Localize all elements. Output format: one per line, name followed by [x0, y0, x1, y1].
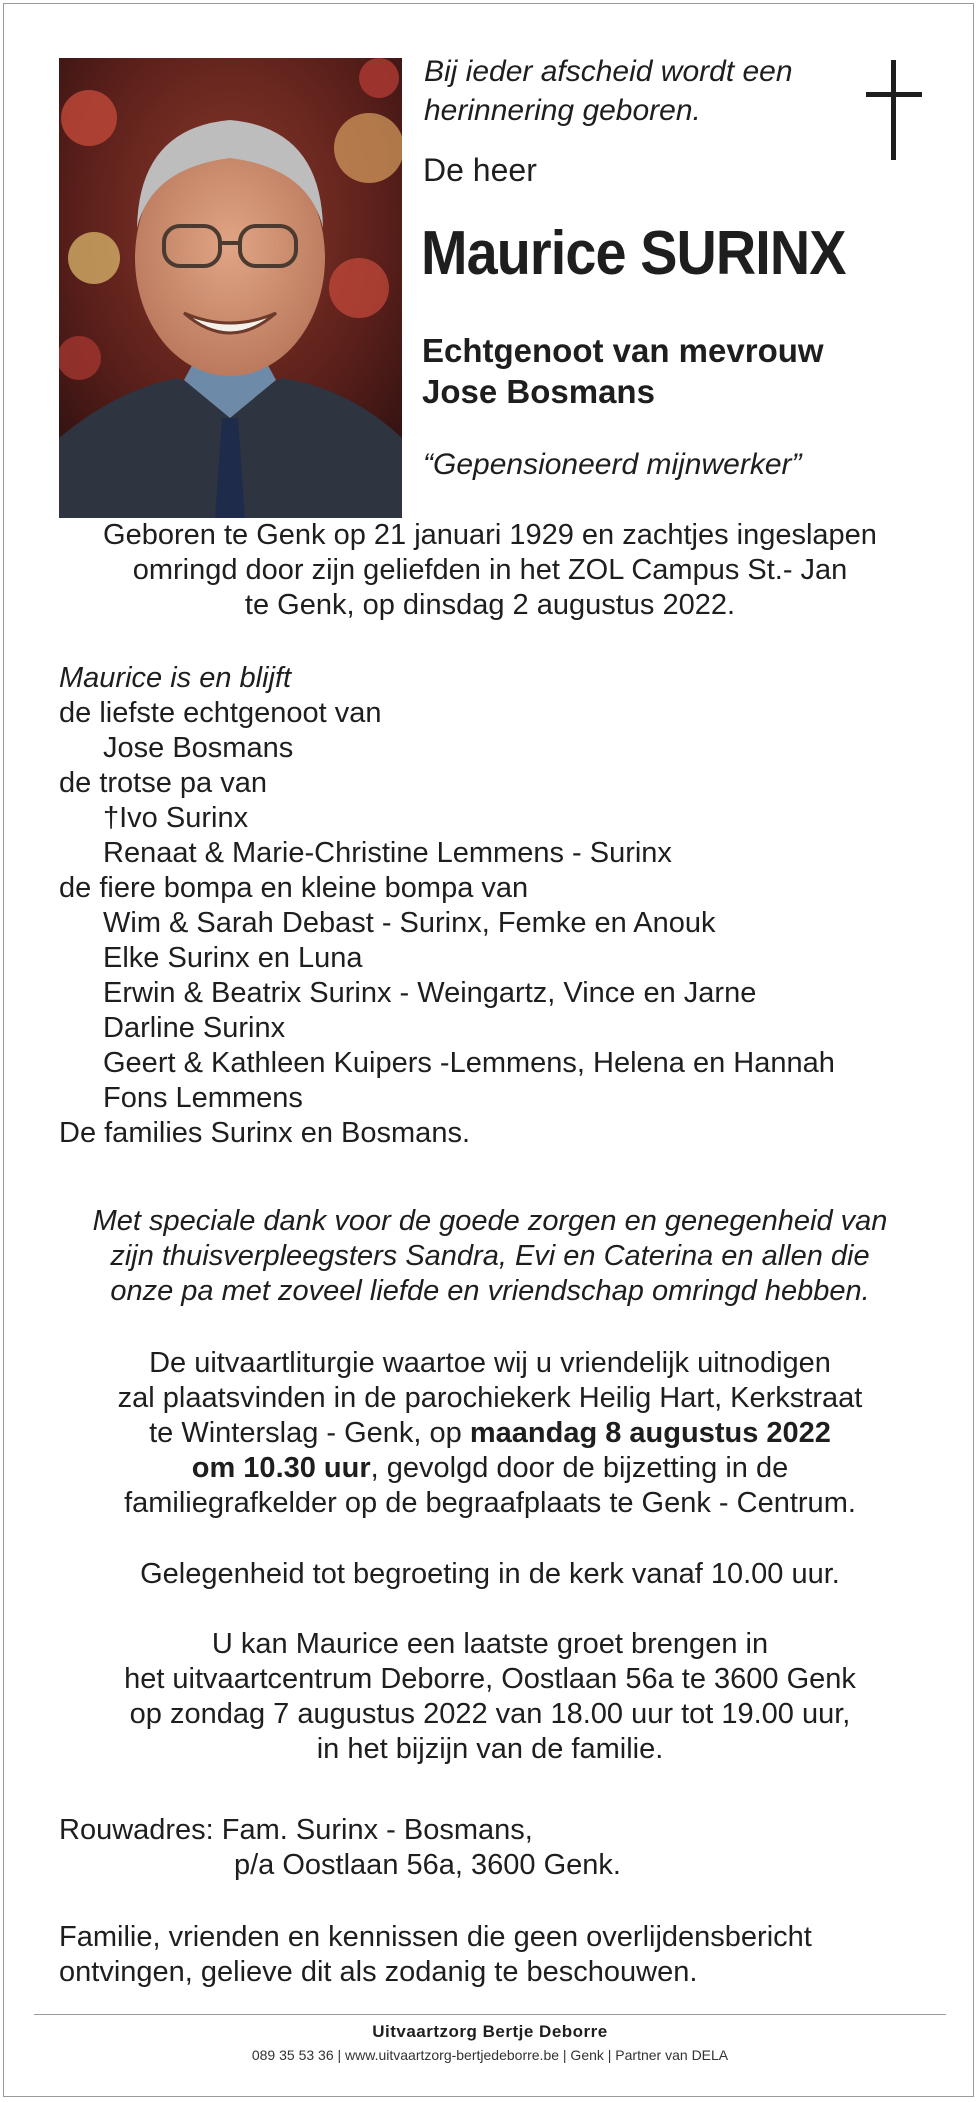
funeral-line: zal plaatsvinden in de parochiekerk Heilig Hart, Kerkstraat [117, 1382, 863, 1414]
family-intro: Maurice is en blijft [59, 662, 292, 694]
family-member-line: Darline Surinx [103, 1012, 286, 1044]
visit-line: het uitvaartcentrum Deborre, Oostlaan 56a te 3600 Genk [124, 1663, 856, 1695]
thanks-paragraph [40, 1204, 940, 1309]
spouse-line: Jose Bosmans [422, 373, 655, 410]
funeral-line [40, 1416, 940, 1451]
birth-line: omringd door zijn geliefden in het ZOL Campus St.- Jan [132, 554, 848, 586]
family-member-line: de trotse pa van [59, 767, 267, 799]
condolence-info: Gelegenheid tot begroeting in de kerk vanaf 10.00 uur. [140, 1558, 840, 1590]
funeral-line: De uitvaartliturgie waartoe wij u vriendelijk uitnodigen [149, 1347, 831, 1379]
motto-line: Bij ieder afscheid wordt een [424, 55, 793, 88]
funeral-date: maandag 8 augustus 2022 [469, 1417, 831, 1449]
family-member-line: Erwin & Beatrix Surinx - Weingartz, Vince en Jarne [103, 977, 757, 1009]
family-member-line: †Ivo Surinx [103, 802, 249, 834]
visit-line: op zondag 7 augustus 2022 van 18.00 uur tot 19.00 uur, [129, 1698, 851, 1730]
mourning-address [59, 1813, 621, 1883]
spouse-info [422, 330, 824, 412]
family-member-line: De families Surinx en Bosmans. [59, 1117, 470, 1149]
latin-cross-icon [866, 60, 922, 160]
deceased-name: Maurice SURINX [421, 219, 846, 288]
visit-line: in het bijzijn van de familie. [316, 1733, 664, 1765]
family-member-line: Renaat & Marie-Christine Lemmens - Surinx [103, 837, 672, 869]
birth-line: Geboren te Genk op 21 januari 1929 en zachtjes ingeslapen [103, 519, 877, 551]
family-list [59, 661, 835, 1151]
visit-paragraph [40, 1627, 940, 1767]
family-member-line: Geert & Kathleen Kuipers -Lemmens, Helena en Hannah [103, 1047, 835, 1079]
occupation: “Gepensioneerd mijnwerker” [423, 448, 802, 481]
funeral-line: familiegrafkelder op de begraafplaats te Genk - Centrum. [124, 1487, 856, 1519]
visit-line: U kan Maurice een laatste groet brengen in [211, 1628, 769, 1660]
notice-line: ontvingen, gelieve dit als zodanig te beschouwen. [59, 1956, 698, 1988]
birth-line: te Genk, op dinsdag 2 augustus 2022. [244, 589, 736, 621]
thanks-line: onze pa met zoveel liefde en vriendschap omringd hebben. [110, 1275, 870, 1307]
funeral-line [40, 1451, 940, 1486]
thanks-line: zijn thuisverpleegsters Sandra, Evi en Caterina en allen die [110, 1240, 870, 1272]
spouse-line: Echtgenoot van mevrouw [422, 332, 824, 369]
notice-line: Familie, vrienden en kennissen die geen overlijdensbericht [59, 1921, 812, 1953]
funeral-paragraph [40, 1346, 940, 1521]
portrait-image [59, 58, 402, 518]
address-line: Rouwadres: Fam. Surinx - Bosmans, [59, 1814, 533, 1846]
family-member-line: de fiere bompa en kleine bompa van [59, 872, 529, 904]
birth-paragraph [40, 518, 940, 623]
address-line: p/a Oostlaan 56a, 3600 Genk. [234, 1849, 621, 1881]
funeral-followup: , gevolgd door de bijzetting in de [370, 1452, 789, 1484]
family-member-line: de liefste echtgenoot van [59, 697, 382, 729]
family-member-line: Jose Bosmans [103, 732, 294, 764]
funeral-home-contact: 089 35 53 36 | www.uitvaartzorg-bertjedeborre.be | Genk | Partner van DELA [251, 2047, 729, 2063]
family-lines [59, 696, 835, 1151]
family-member-line: Elke Surinx en Luna [103, 942, 363, 974]
footer-divider [34, 2014, 946, 2015]
thanks-line: Met speciale dank voor de goede zorgen en genegenheid van [92, 1205, 888, 1237]
notice-paragraph [59, 1920, 812, 1990]
funeral-home-name: Uitvaartzorg Bertje Deborre [372, 2022, 608, 2041]
motto-line: herinnering geboren. [424, 94, 701, 127]
portrait-photo [59, 58, 402, 518]
funeral-time: om 10.30 uur [191, 1452, 371, 1484]
funeral-place: te Winterslag - Genk, op [149, 1417, 470, 1449]
salutation: De heer [423, 152, 537, 188]
motto [424, 52, 844, 130]
family-member-line: Fons Lemmens [103, 1082, 303, 1114]
family-member-line: Wim & Sarah Debast - Surinx, Femke en Anouk [103, 907, 716, 939]
